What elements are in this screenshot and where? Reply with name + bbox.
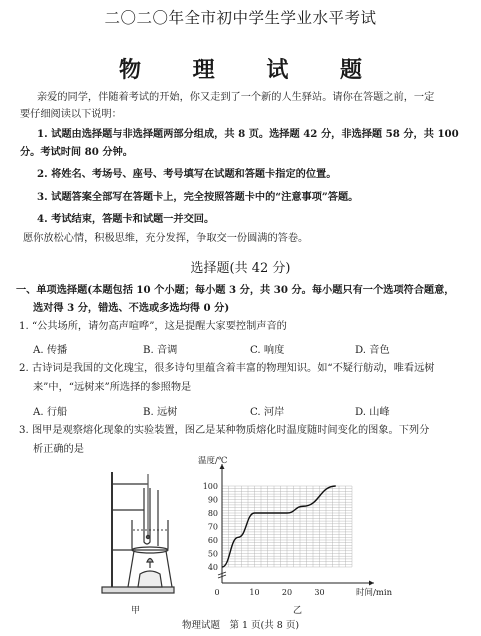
- y-tick-label: 70: [207, 522, 218, 532]
- x-tick-label: 10: [249, 588, 260, 597]
- notice-closing: 愿你放松心情，积极思维，充分发挥，争取交一份圆满的答卷。: [23, 233, 309, 244]
- x-tick-label: 20: [281, 588, 293, 597]
- section-instruction-cont: 选对得 3 分，错选、不选或多选均得 0 分): [33, 302, 230, 314]
- notice-greeting-cont: 要仔细阅读以下说明：: [20, 109, 122, 120]
- subject-title: 物 理 试 题: [119, 57, 384, 83]
- figure-yi-label: 乙: [293, 606, 303, 616]
- melting-apparatus-figure: [100, 470, 190, 600]
- notice-greeting: 亲爱的同学，伴随着考试的开始，你又走到了一个新的人生驿站。请你在答题之前，一定: [37, 92, 435, 103]
- section-title: 选择题(共 42 分): [190, 261, 291, 276]
- y-tick-label: 100: [202, 482, 218, 491]
- notice-item-2: 2. 将姓名、考场号、座号、考号填写在试题和答题卡指定的位置。: [37, 168, 337, 180]
- x-axis-arrow: [369, 581, 374, 586]
- question-1-option-c: C. 响度: [250, 345, 285, 356]
- temperature-time-chart: [192, 456, 402, 606]
- question-1-option-b: B. 音调: [143, 345, 178, 356]
- y-tick-label: 40: [207, 563, 218, 572]
- question-3-stem: 3. 图甲是观察熔化现象的实验装置，图乙是某种物质熔化时温度随时间变化的图象。下列分: [19, 425, 430, 436]
- question-2-stem: 2. 古诗词是我国的文化瑰宝，很多诗句里蕴含着丰富的物理知识。如“不疑行舫动，唯看远树: [19, 363, 435, 374]
- notice-item-1: 1. 试题由选择题与非选择题两部分组成，共 8 页。选择题 42 分，非选择题 58 分，共 100: [37, 128, 459, 140]
- y-tick-label: 50: [207, 549, 218, 559]
- y-axis-label: 温度/℃: [198, 456, 228, 466]
- page-footer: 物理试题 第 1 页(共 8 页): [181, 620, 300, 631]
- y-tick-label: 80: [207, 509, 218, 518]
- question-3-stem-cont: 析正确的是: [33, 444, 84, 455]
- y-tick-label: 90: [207, 495, 218, 505]
- exam-title: 二〇二〇年全市初中学生学业水平考试: [104, 9, 377, 27]
- notice-item-3: 3. 试题答案全部写在答题卡上，完全按照答题卡中的“注意事项”答题。: [37, 191, 359, 203]
- notice-item-1-cont: 分。考试时间 80 分钟。: [20, 146, 133, 158]
- question-2-option-b: B. 远树: [143, 407, 178, 418]
- x-tick-label: 0: [214, 588, 220, 597]
- question-1-stem: 1. “公共场所，请勿高声喧哗”，这是提醒大家要控制声音的: [19, 321, 287, 332]
- x-axis-label: 时间/min: [356, 588, 393, 598]
- question-1-option-a: A. 传播: [33, 345, 68, 356]
- y-tick-label: 60: [207, 536, 218, 545]
- figure-jia-label: 甲: [131, 606, 141, 616]
- question-1-option-d: D. 音色: [355, 345, 390, 356]
- section-instruction: 一、单项选择题(本题包括 10 个小题；每小题 3 分，共 30 分。每小题只有一个选项符合题意，: [16, 284, 455, 296]
- question-2-option-a: A. 行船: [33, 407, 68, 418]
- question-2-stem-cont: 来”中，“远树来”所选择的参照物是: [33, 382, 192, 393]
- question-2-option-c: C. 河岸: [250, 407, 285, 418]
- notice-item-4: 4. 考试结束，答题卡和试题一并交回。: [37, 213, 215, 225]
- question-2-option-d: D. 山峰: [355, 407, 390, 418]
- x-tick-label: 30: [314, 588, 325, 597]
